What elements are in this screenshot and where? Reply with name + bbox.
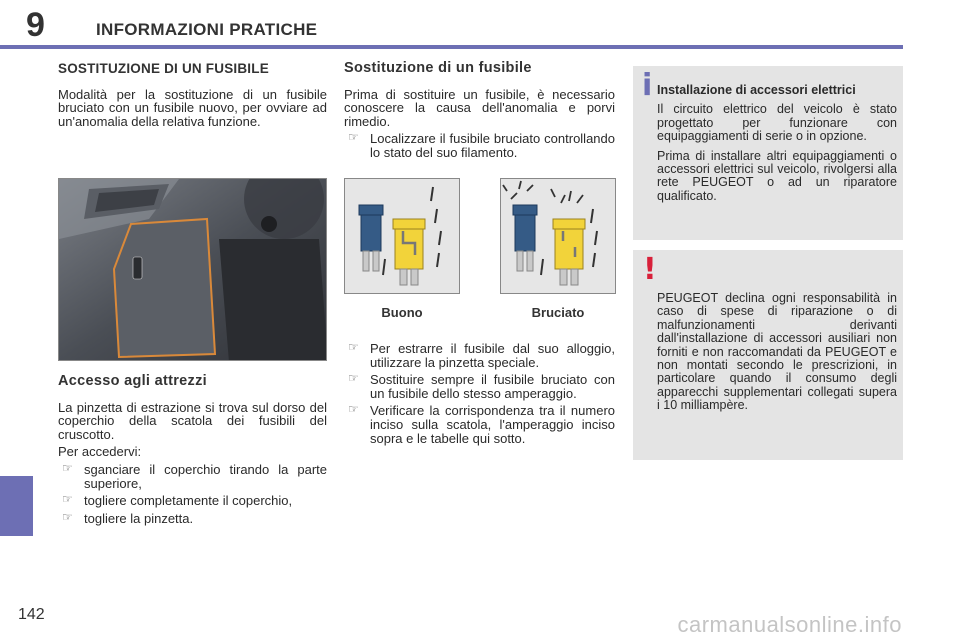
info-paragraph: Il circuito elettrico del veicolo è stato progettato per funzionare con equipaggiamenti di serie o in opzione.	[657, 102, 897, 144]
pointing-hand-icon: ☞	[62, 509, 73, 524]
fuse-blown-illustration	[500, 178, 616, 294]
fuse-intro-text: Prima di sostituire un fusibile, è necessario conoscere la causa dell'anomalia e porvi rimedio.	[344, 86, 615, 129]
tools-steps-list	[58, 460, 327, 526]
fuse-steps-list	[344, 342, 615, 445]
tools-access-title: Accesso agli attrezzi	[58, 373, 207, 389]
list-item: ☞ Sostituire sempre il fusibile bruciato con un fusibile dello stesso amperaggio.	[348, 371, 615, 401]
info-icon: i	[642, 68, 653, 103]
warning-exclamation-icon: !	[643, 252, 657, 287]
warning-box	[633, 250, 903, 460]
pointing-hand-icon: ☞	[348, 340, 359, 354]
list-item: ☞ Verificare la corrispondenza tra il numero inciso sulla scatola, l'amperaggio inciso sopra e le tabelle qui sotto.	[348, 402, 615, 446]
pointing-hand-icon: ☞	[348, 402, 359, 417]
middle-column-bottom	[344, 342, 615, 449]
fuse-good-drawing	[345, 179, 461, 295]
list-item: ☞ Localizzare il fusibile bruciato controllando lo stato del suo filamento.	[348, 130, 615, 160]
fuse-good-label: Buono	[381, 305, 423, 320]
steps-intro: Per accedervi:	[58, 444, 142, 460]
chapter-side-tab	[0, 476, 33, 536]
watermark: carmanualsonline.info	[677, 612, 902, 637]
fuse-replacement-title: Sostituzione di un fusibile	[344, 60, 532, 76]
middle-column-top	[344, 62, 615, 164]
pointing-hand-icon: ☞	[348, 371, 359, 386]
header-rule	[0, 45, 903, 49]
tools-access-section	[58, 375, 327, 529]
info-box-title: Installazione di accessori elettrici	[657, 83, 856, 97]
pointing-hand-icon: ☞	[348, 130, 359, 145]
page-number: 142	[18, 606, 45, 623]
fuse-first-step-list	[344, 132, 615, 159]
chapter-title: INFORMAZIONI PRATICHE	[96, 20, 318, 39]
fuse-good-illustration	[344, 178, 460, 294]
warning-text: PEUGEOT declina ogni responsabilità in caso di spese di riparazione o di malfunzionamenti derivanti dall'installazione di accessori ausiliari non forniti e non raccomandati da PEUGEOT e non montati secondo le prescrizioni, in particolare quando il consumo degli apparecchi supplementari collegati supera i 10 milliampère.	[657, 291, 897, 413]
fuse-blown-drawing	[501, 179, 617, 295]
fuse-blown-label: Bruciato	[531, 305, 585, 320]
dashboard-photo-illustration	[59, 179, 327, 361]
info-box-content	[657, 84, 897, 209]
list-item: ☞ togliere la pinzetta.	[62, 509, 194, 526]
list-item: ☞ sganciare il coperchio tirando la parte superiore,	[62, 460, 327, 491]
tools-access-text: La pinzetta di estrazione si trova sul dorso del coperchio della scatola dei fusibili del cruscotto.	[58, 399, 327, 442]
info-box-accessories	[633, 66, 903, 240]
pointing-hand-icon: ☞	[62, 460, 73, 475]
dashboard-fuse-box-photo	[58, 178, 327, 361]
pointing-hand-icon: ☞	[62, 492, 73, 507]
left-column	[58, 62, 327, 132]
list-item: ☞ Per estrarre il fusibile dal suo alloggio, utilizzare la pinzetta speciale.	[348, 340, 615, 370]
section-title-fuse-replacement: SOSTITUZIONE DI UN FUSIBILE	[58, 61, 269, 76]
list-item: ☞ togliere completamente il coperchio,	[62, 492, 293, 509]
info-paragraph: Prima di installare altri equipaggiamenti o accessori elettrici sul veicolo, rivolgersi alla rete PEUGEOT o ad un riparatore qualificato.	[657, 148, 897, 203]
chapter-number: 9	[26, 6, 45, 44]
intro-text: Modalità per la sostituzione di un fusibile bruciato con un fusibile nuovo, per ovviare ad un'anomalia della relativa funzione.	[58, 86, 327, 129]
